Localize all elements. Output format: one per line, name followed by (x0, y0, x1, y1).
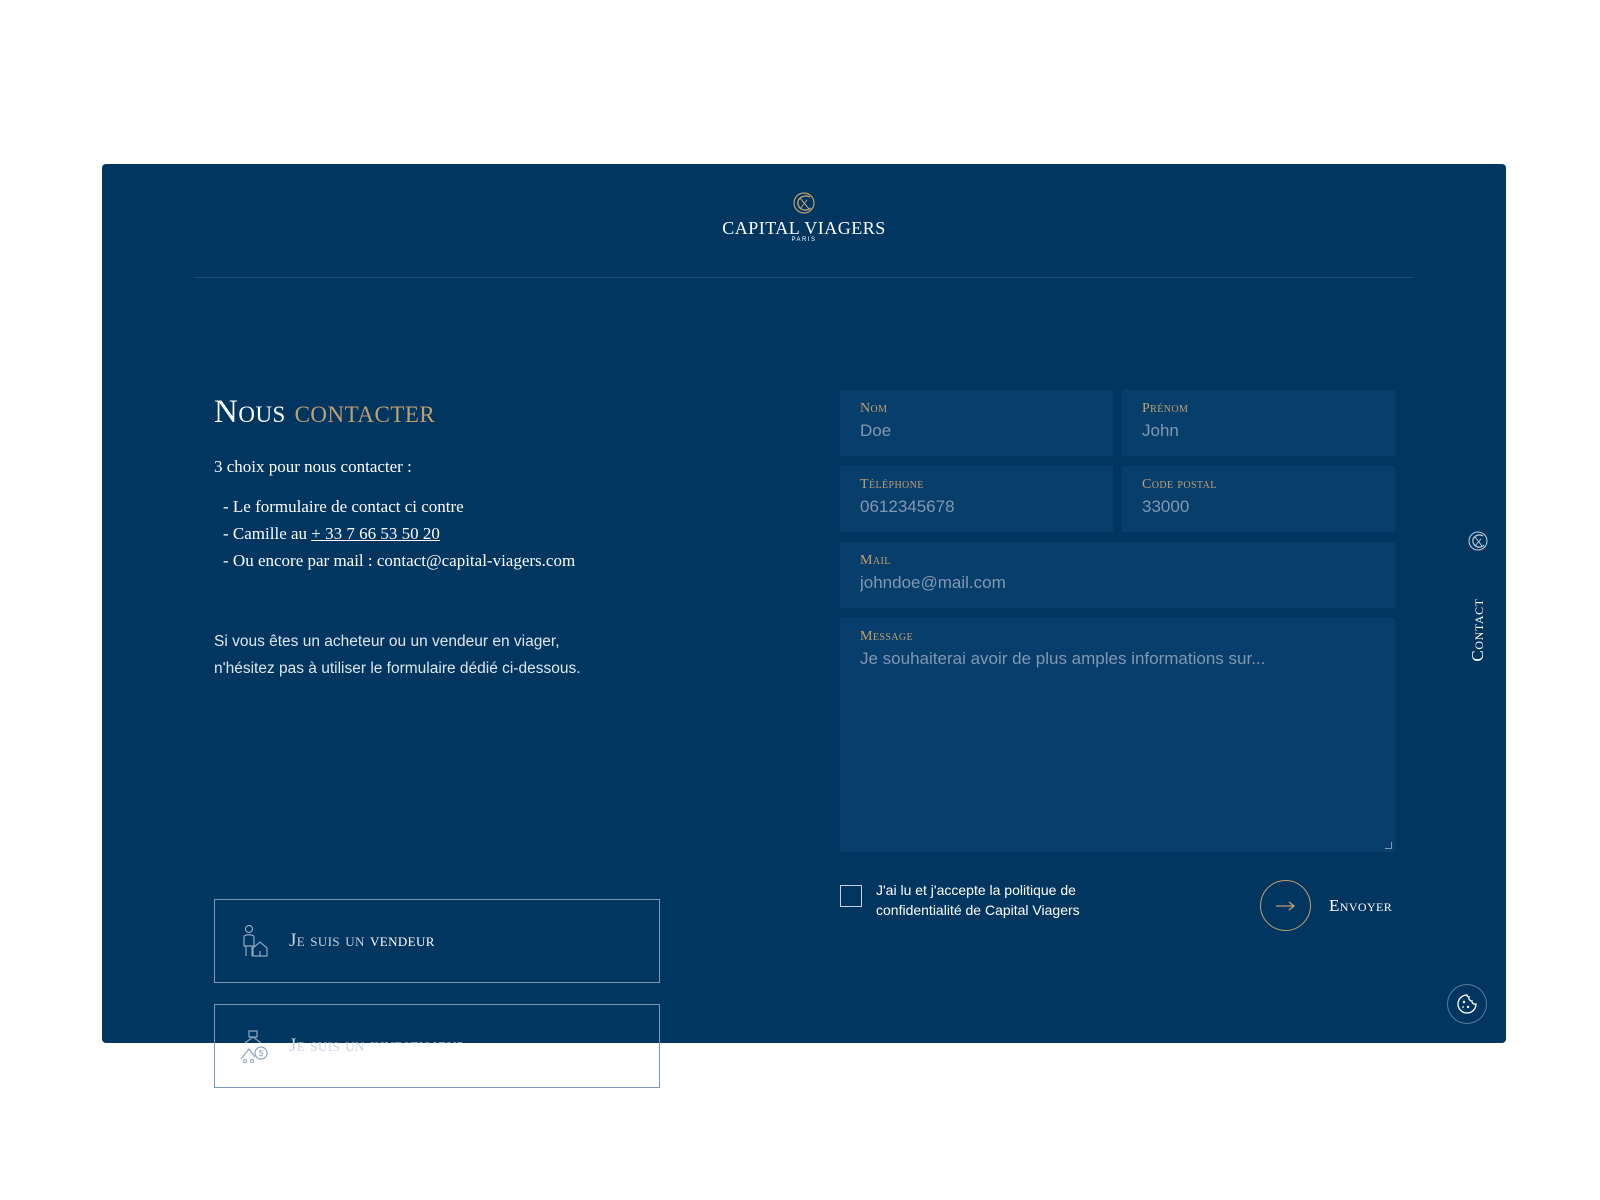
header-divider (194, 277, 1414, 278)
seller-label-prefix: Je suis un (289, 930, 365, 951)
contact-section (102, 164, 1506, 1058)
postal-code-input[interactable] (1142, 497, 1375, 517)
logo-monogram-icon (791, 190, 817, 216)
mail-input[interactable] (860, 573, 1375, 593)
message-label: Message (860, 629, 914, 644)
submit-circle[interactable] (1260, 880, 1311, 931)
side-tab-label: Contact (1468, 598, 1487, 662)
resize-grip-icon[interactable] (1385, 842, 1392, 849)
message-input[interactable] (860, 649, 1375, 829)
telephone-input[interactable] (860, 497, 1093, 517)
investor-money-icon (239, 1029, 269, 1063)
cookie-settings-button[interactable] (1447, 984, 1487, 1024)
postal-code-field (1122, 466, 1395, 532)
nom-input[interactable] (860, 421, 1093, 441)
arrow-right-icon (1276, 901, 1296, 911)
choice-mail: - Ou encore par mail : contact@capital-viagers.com (223, 551, 576, 570)
page-title (214, 394, 674, 431)
choice-form: - Le formulaire de contact ci contre (223, 497, 464, 516)
mail-label: Mail (860, 553, 891, 568)
telephone-label: Téléphone (860, 477, 924, 492)
consent-checkbox[interactable] (840, 885, 862, 907)
consent-row (840, 880, 1136, 920)
logo-name: CAPITAL VIAGERS (722, 218, 886, 238)
page-title-accent: contacter (294, 394, 436, 430)
choice-phone-prefix: - Camille au (223, 524, 308, 543)
postal-code-label: Code postal (1142, 477, 1217, 492)
choice-phone (223, 520, 674, 547)
logo-subtitle: PARIS (791, 237, 817, 243)
submit-label: Envoyer (1329, 895, 1393, 915)
telephone-field (840, 466, 1113, 532)
investor-label-strong: investisseur (369, 1035, 466, 1056)
prenom-field (1122, 390, 1395, 456)
nom-label: Nom (860, 401, 888, 416)
contact-info (214, 394, 674, 1058)
consent-text[interactable]: J'ai lu et j'accepte la politique de confidentialité de Capital Viagers (876, 882, 1080, 918)
prenom-input[interactable] (1142, 421, 1375, 441)
submit-button[interactable] (1260, 880, 1392, 931)
investor-button[interactable] (214, 1004, 660, 1088)
message-field (840, 618, 1395, 852)
contact-choices-list (214, 493, 674, 574)
cookie-icon (1456, 993, 1478, 1015)
investor-label-prefix: Je suis un (289, 1035, 365, 1056)
monogram-icon (1467, 530, 1489, 552)
svg-text:$: $ (258, 1049, 264, 1058)
person-house-icon (239, 924, 269, 958)
side-contact-tab[interactable] (1464, 530, 1492, 670)
prenom-label: Prénom (1142, 401, 1189, 416)
contact-choices-lead: 3 choix pour nous contacter : (214, 457, 412, 476)
dedicated-form-note: Si vous êtes un acheteur ou un vendeur en viager, n'hésitez pas à utiliser le formulaire dédié ci-dessous. (214, 633, 581, 677)
site-logo[interactable] (102, 190, 1506, 243)
nom-field (840, 390, 1113, 456)
phone-link[interactable]: + 33 7 66 53 50 20 (311, 524, 440, 543)
seller-button-label (289, 930, 435, 952)
investor-button-label (289, 1035, 466, 1057)
mail-field (840, 542, 1395, 608)
seller-label-strong: vendeur (369, 930, 435, 951)
seller-button[interactable] (214, 899, 660, 983)
page-title-main: Nous (214, 394, 286, 430)
